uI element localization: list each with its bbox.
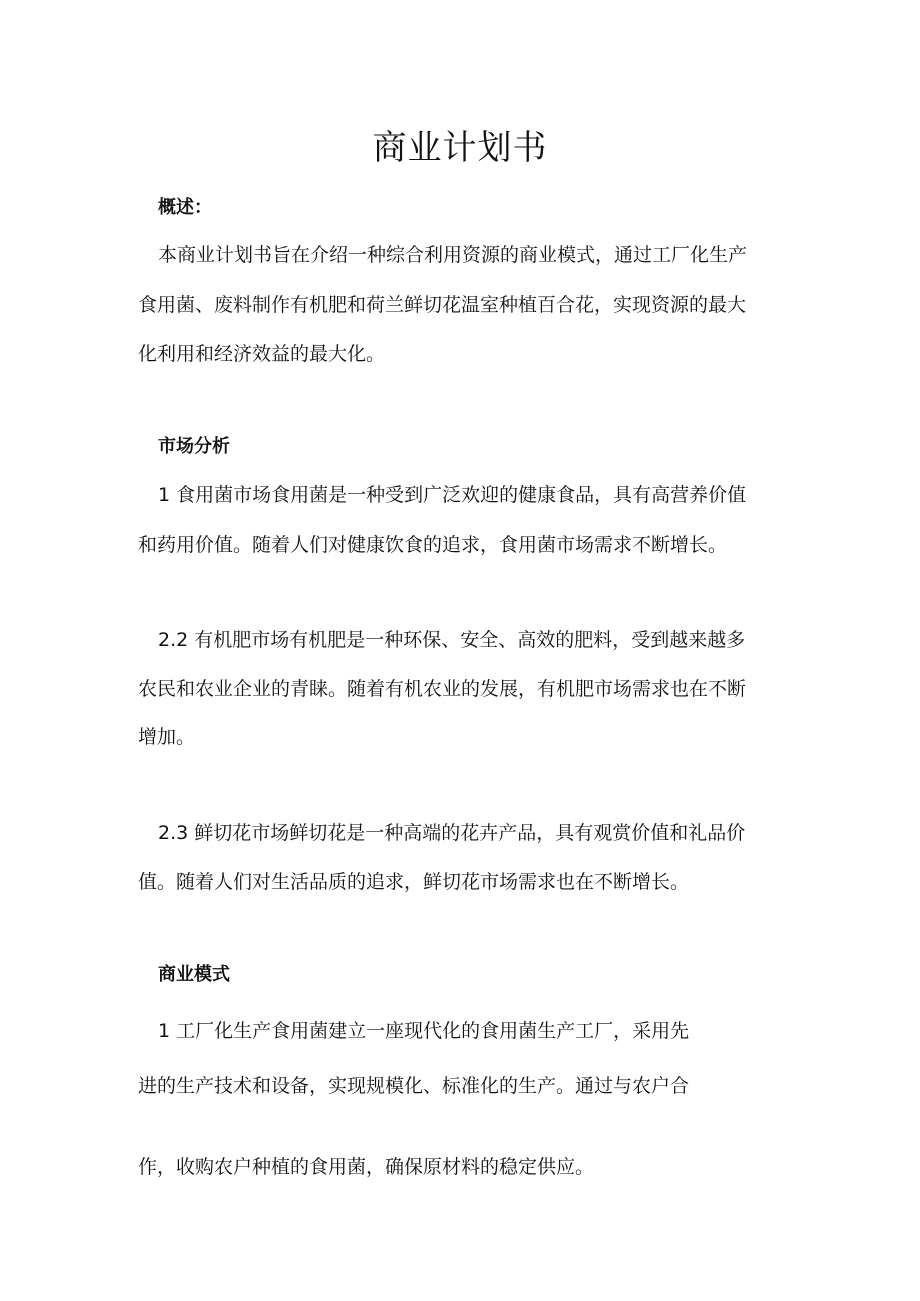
market-p3-line-1: 2.3 鲜切花市场鲜切花是一种高端的花卉产品，具有观赏价值和礼品价 — [158, 822, 746, 844]
overview-heading: 概述： — [158, 197, 212, 218]
market-p2-line-1: 2.2 有机肥市场有机肥是一种环保、安全、高效的肥料，受到越来越多 — [158, 629, 746, 651]
overview-line-2: 食用菌、废料制作有机肥和荷兰鲜切花温室种植百合花，实现资源的最大 — [138, 294, 747, 316]
business-model-heading: 商业模式 — [158, 964, 230, 985]
overview-line-1: 本商业计划书旨在介绍一种综合利用资源的商业模式，通过工厂化生产 — [158, 244, 748, 266]
business-model-line-3: 作，收购农户种植的食用菌，确保原材料的稳定供应。 — [138, 1156, 595, 1178]
overview-line-3: 化利用和经济效益的最大化。 — [138, 343, 386, 365]
document-title: 商业计划书 — [372, 128, 548, 168]
business-model-line-1: 1 工厂化生产食用菌建立一座现代化的食用菌生产工厂，采用先 — [158, 1020, 690, 1042]
market-p2-line-2: 农民和农业企业的青睐。随着有机农业的发展，有机肥市场需求也在不断 — [138, 678, 747, 700]
market-p1-line-1: 1 食用菌市场食用菌是一种受到广泛欢迎的健康食品，具有高营养价值 — [158, 484, 747, 506]
market-heading: 市场分析 — [158, 436, 230, 457]
market-p3-line-2: 值。随着人们对生活品质的追求，鲜切花市场需求也在不断增长。 — [138, 871, 690, 893]
market-p2-line-3: 增加。 — [138, 726, 196, 748]
market-p1-line-2: 和药用价值。随着人们对健康饮食的追求，食用菌市场需求不断增长。 — [138, 534, 728, 556]
business-model-line-2: 进的生产技术和设备，实现规模化、标准化的生产。通过与农户合 — [138, 1075, 690, 1097]
